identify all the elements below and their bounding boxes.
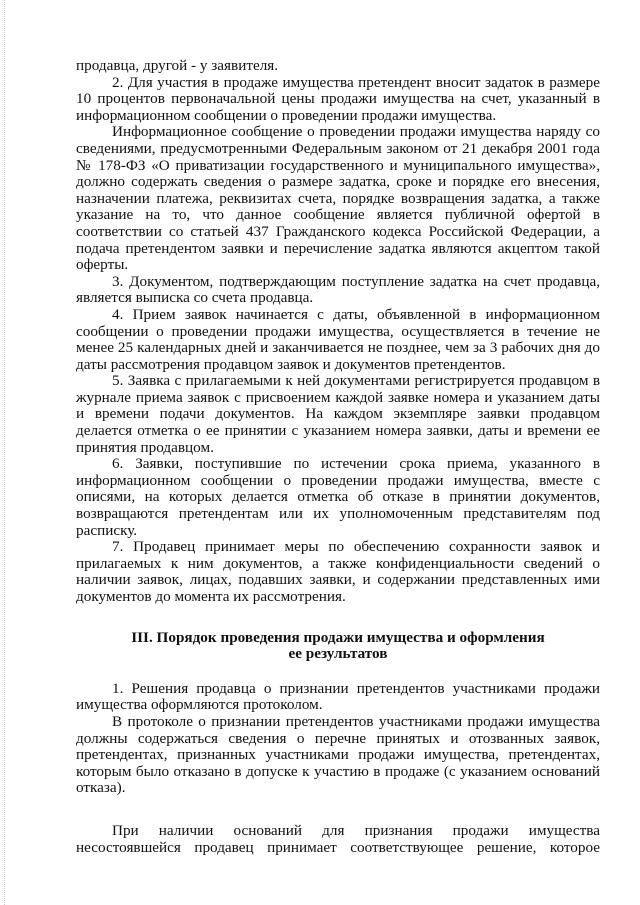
text-block-after (76, 681, 600, 797)
paragraph: При наличии оснований для признания продажи имущества несостоявшейся продавец принимает соответствующее решение, которое (76, 821, 600, 856)
paragraph: В протоколе о признании претендентов участниками продажи имущества должны содержаться сведения о перечне принятых и отозванных заявок, претендентах, признанных участниками продажи имущества, претендентах, которым было отказано в допуске к участию в продаже (с указанием оснований отказа). (76, 712, 600, 797)
paragraph: 7. Продавец принимает меры по обеспечению сохранности заявок и прилагаемых к ним документов, а также конфиденциальности сведений о наличии заявок, лицах, подавших заявки, и содержании представленных ими документов до момента их рассмотрения. (76, 538, 600, 605)
paragraph: 3. Документом, подтверждающим поступление задатка на счет продавца, является выписка со счета продавца. (76, 272, 600, 307)
paragraph: продавца, другой - у заявителя. (76, 57, 279, 74)
section-heading-line-2: ее результатов (288, 645, 388, 663)
section-heading (76, 630, 600, 663)
paragraph-gap (76, 797, 600, 823)
text-block-before (76, 58, 600, 606)
paragraph: 1. Решения продавца о признании претендентов участниками продажи имущества оформляются протоколом. (76, 679, 600, 714)
paragraph: 5. Заявка с прилагаемыми к ней документами регистрируется продавцом в журнале приема заявок с присвоением каждой заявке номера и указанием даты и времени подачи документов. На каждом экземпляре заявки продавцом делается отметка о ее принятии с указанием номера заявки, даты и времени ее принятия продавцом. (76, 372, 600, 456)
section-heading-line-1: III. Порядок проведения продажи имущества и оформления (131, 628, 545, 646)
paragraph: 6. Заявки, поступившие по истечении срока приема, указанного в информационном сообщении о проведении продажи имущества, вместе с описями, на которых делается отметка об отказе в принятии документов, возвращаются претендентам или их уполномоченным представителям под расписку. (76, 455, 600, 539)
paragraph: 2. Для участия в продаже имущества претендент вносит задаток в размере 10 процентов первоначальной цены продажи имущества на счет, указанный в информационном сообщении о проведении продажи имущества. (76, 73, 600, 124)
scan-edge-line (4, 0, 5, 905)
text-block-final (76, 823, 600, 856)
paragraph: 4. Прием заявок начинается с даты, объявленной в информационном сообщении о проведении продажи имущества, осуществляется в течение не менее 25 календарных дней и заканчивается не позднее, чем за 3 рабочих дня до даты рассмотрения продавцом заявок и документов претендентов. (76, 305, 600, 373)
paragraph: Информационное сообщение о проведении продажи имущества наряду со сведениями, предусмотренными Федеральным законом от 21 декабря 2001 года № 178-ФЗ «О приватизации государственного и муниципального имущества», должно содержать сведения о размере задатка, сроке и порядке его внесения, назначении платежа, реквизитах счета, порядке возвращения задатка, а также указание на то, что данное сообщение является публичной офертой в соответствии со статьей 437 Гражданского кодекса Российской Федерации, а подача претендентом заявки и перечисление задатка являются акцептом такой оферты. (76, 123, 600, 274)
